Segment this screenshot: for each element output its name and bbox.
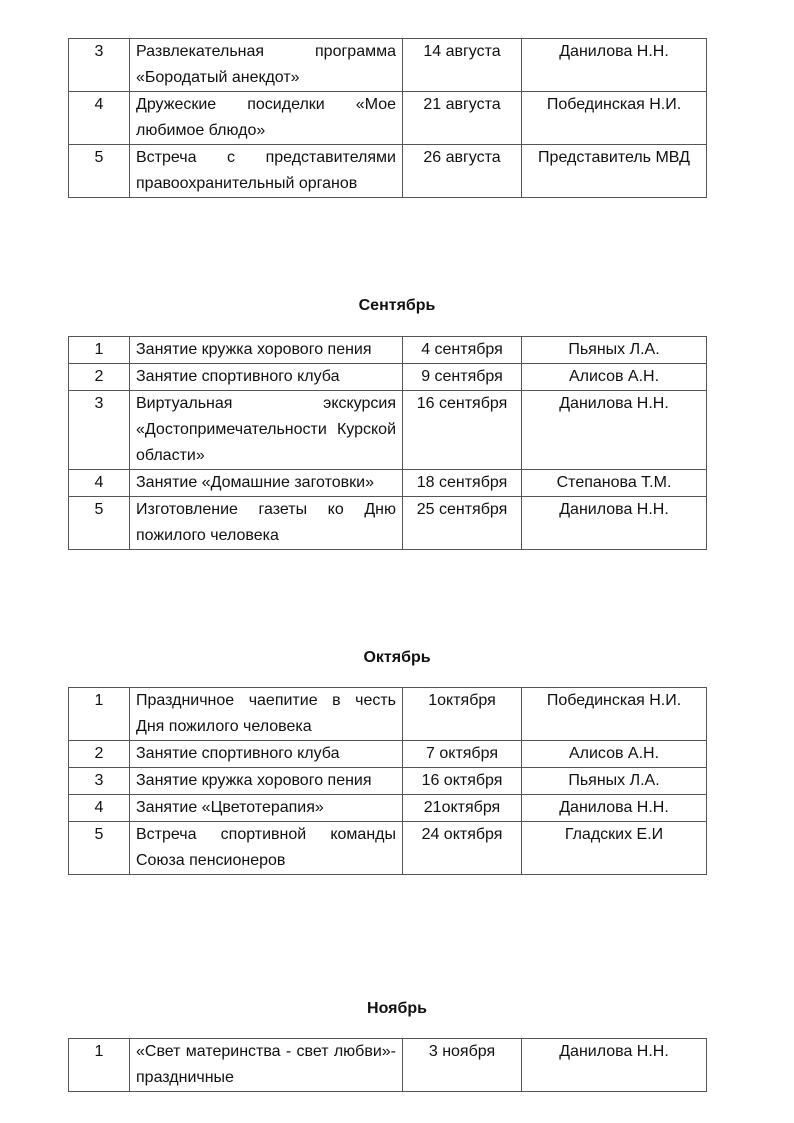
responsible-cell: Данилова Н.Н. <box>522 795 707 822</box>
date-cell: 3 ноября <box>403 1039 522 1092</box>
table-row <box>69 391 707 470</box>
table-row <box>69 497 707 550</box>
row-number: 2 <box>69 364 130 391</box>
responsible-cell: Побединская Н.И. <box>522 688 707 741</box>
event-cell: Развлекательная программа «Бородатый анекдот» <box>130 39 403 92</box>
table-row <box>69 470 707 497</box>
row-number: 4 <box>69 92 130 145</box>
row-number: 5 <box>69 497 130 550</box>
event-cell: Занятие «Домашние заготовки» <box>130 470 403 497</box>
table-row <box>69 39 707 92</box>
table-row <box>69 1039 707 1092</box>
row-number: 5 <box>69 145 130 198</box>
table-row <box>69 337 707 364</box>
row-number: 1 <box>69 688 130 741</box>
event-cell: Встреча спортивной команды Союза пенсионеров <box>130 822 403 875</box>
date-cell: 4 сентября <box>403 337 522 364</box>
row-number: 4 <box>69 795 130 822</box>
date-cell: 14 августа <box>403 39 522 92</box>
responsible-cell: Алисов А.Н. <box>522 741 707 768</box>
date-cell: 24 октября <box>403 822 522 875</box>
responsible-cell: Гладских Е.И <box>522 822 707 875</box>
table-row <box>69 92 707 145</box>
date-cell: 7 октября <box>403 741 522 768</box>
event-cell: Занятие кружка хорового пения <box>130 768 403 795</box>
row-number: 4 <box>69 470 130 497</box>
responsible-cell: Алисов А.Н. <box>522 364 707 391</box>
responsible-cell: Данилова Н.Н. <box>522 391 707 470</box>
date-cell: 9 сентября <box>403 364 522 391</box>
row-number: 1 <box>69 337 130 364</box>
october-table <box>68 687 707 875</box>
date-cell: 1октября <box>403 688 522 741</box>
august-table <box>68 38 707 198</box>
responsible-cell: Пьяных Л.А. <box>522 337 707 364</box>
row-number: 5 <box>69 822 130 875</box>
responsible-cell: Пьяных Л.А. <box>522 768 707 795</box>
responsible-cell: Степанова Т.М. <box>522 470 707 497</box>
row-number: 3 <box>69 391 130 470</box>
responsible-cell: Данилова Н.Н. <box>522 497 707 550</box>
event-cell: Дружеские посиделки «Мое любимое блюдо» <box>130 92 403 145</box>
date-cell: 18 сентября <box>403 470 522 497</box>
november-table <box>68 1038 707 1092</box>
responsible-cell: Данилова Н.Н. <box>522 39 707 92</box>
section-heading-november: Ноябрь <box>367 1000 427 1017</box>
date-cell: 16 октября <box>403 768 522 795</box>
date-cell: 26 августа <box>403 145 522 198</box>
table-row <box>69 688 707 741</box>
event-cell: Занятие спортивного клуба <box>130 364 403 391</box>
table-row <box>69 741 707 768</box>
event-cell: Занятие спортивного клуба <box>130 741 403 768</box>
responsible-cell: Данилова Н.Н. <box>522 1039 707 1092</box>
event-cell: Встреча с представителями правоохранительный органов <box>130 145 403 198</box>
event-cell: Изготовление газеты ко Дню пожилого человека <box>130 497 403 550</box>
event-cell: «Свет материнства - свет любви»- праздничные <box>130 1039 403 1092</box>
date-cell: 25 сентября <box>403 497 522 550</box>
date-cell: 21 августа <box>403 92 522 145</box>
responsible-cell: Представитель МВД <box>522 145 707 198</box>
september-table <box>68 336 707 550</box>
section-heading-october: Октябрь <box>363 649 431 666</box>
event-cell: Праздничное чаепитие в честь Дня пожилого человека <box>130 688 403 741</box>
date-cell: 16 сентября <box>403 391 522 470</box>
table-row <box>69 768 707 795</box>
responsible-cell: Побединская Н.И. <box>522 92 707 145</box>
event-cell: Виртуальная экскурсия «Достопримечательности Курской области» <box>130 391 403 470</box>
row-number: 3 <box>69 39 130 92</box>
row-number: 3 <box>69 768 130 795</box>
event-cell: Занятие «Цветотерапия» <box>130 795 403 822</box>
table-row <box>69 364 707 391</box>
row-number: 1 <box>69 1039 130 1092</box>
table-row <box>69 822 707 875</box>
row-number: 2 <box>69 741 130 768</box>
date-cell: 21октября <box>403 795 522 822</box>
table-row <box>69 145 707 198</box>
event-cell: Занятие кружка хорового пения <box>130 337 403 364</box>
section-heading-september: Сентябрь <box>358 297 436 314</box>
table-row <box>69 795 707 822</box>
